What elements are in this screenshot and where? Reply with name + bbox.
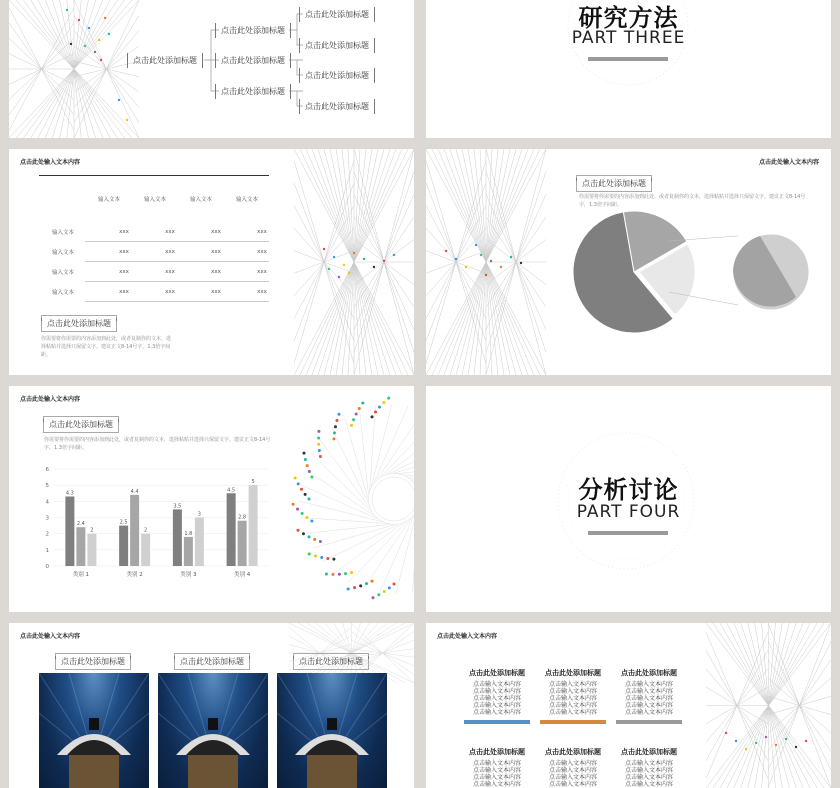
confetti-dot [383,260,385,262]
data-label: 2.4 [76,521,85,528]
data-label: 2.8 [238,514,247,521]
confetti-dot [785,738,787,740]
subtitle-label[interactable]: 点击此处添加标题 [41,315,117,332]
section-title-en: PART FOUR [576,502,681,522]
confetti-dot [310,519,313,522]
data-label: 2 [144,527,148,534]
block-line[interactable]: 点击输入文本内容 [624,702,673,709]
block-line[interactable]: 点击输入文本内容 [624,767,673,774]
confetti-dot [350,571,353,574]
confetti-dot [317,430,320,433]
confetti-dot [377,593,380,596]
telescope-photo[interactable] [277,673,387,788]
row-divider [85,241,269,242]
data-label: 4.5 [227,487,236,494]
confetti-dot [323,248,325,250]
table-cell[interactable]: xxx [211,229,221,235]
text-block[interactable] [616,747,682,788]
confetti-dot [343,264,345,266]
confetti-dot [371,415,374,418]
block-line[interactable]: 点击输入文本内容 [548,760,597,767]
confetti-dot [735,740,737,742]
title-underline-bar [588,531,668,535]
confetti-dot [319,455,322,458]
confetti-dot [331,573,334,576]
confetti-dot [313,538,316,541]
block-line[interactable]: 点击输入文本内容 [624,760,673,767]
subtitle-label[interactable]: 点击此处添加标题 [576,175,652,192]
slide-pie-charts[interactable] [426,149,831,375]
confetti-dot [308,535,311,538]
confetti-dot [347,587,350,590]
confetti-dot [378,406,381,409]
slide-header: 点击此处输入文本内容 [437,633,498,640]
confetti-dot [358,407,361,410]
confetti-dot [303,452,306,455]
tree-leaf-label[interactable]: 点击此处添加标题 [299,38,375,53]
confetti-dot [393,583,396,586]
section-title-cn: 分析讨论 [578,476,679,504]
table-cell[interactable]: xxx [165,249,175,255]
table-cell[interactable]: xxx [257,289,267,295]
confetti-dot [296,508,299,511]
photo-title[interactable]: 点击此处添加标题 [55,653,131,670]
slide-text-blocks[interactable] [426,623,831,788]
block-line[interactable]: 点击输入文本内容 [624,781,673,788]
table-column-header: 输入文本 [189,197,212,203]
block-line[interactable]: 点击输入文本内容 [548,781,597,788]
confetti-dot [455,258,457,260]
tree-mid-label[interactable]: 点击此处添加标题 [215,23,291,38]
dotted-ring-decoration [279,386,414,612]
block-line[interactable]: 点击输入文本内容 [472,695,521,702]
confetti-dot [308,498,311,501]
confetti-dot [775,744,777,746]
block-title[interactable]: 点击此处添加标题 [469,669,525,677]
bar [238,521,247,566]
confetti-dot [795,746,797,748]
confetti-dot [344,572,347,575]
photo-title[interactable]: 点击此处添加标题 [293,653,369,670]
accent-bar [616,720,682,724]
confetti-dot [304,493,307,496]
data-label: 3.5 [173,503,182,510]
text-block[interactable] [616,668,682,724]
table-cell[interactable]: xxx [119,249,129,255]
confetti-dot [510,256,512,258]
subtitle-label[interactable]: 点击此处添加标题 [43,416,119,433]
tree-root-label[interactable]: 点击此处添加标题 [127,53,203,68]
block-line[interactable]: 点击输入文本内容 [624,709,673,716]
y-tick-label: 3 [45,515,49,522]
slide-photo-gallery[interactable] [9,623,414,788]
string-art-decoration [706,623,831,788]
block-title[interactable]: 点击此处添加标题 [621,669,677,677]
block-line[interactable]: 点击输入文本内容 [472,760,521,767]
row-label: 输入文本 [51,270,74,276]
bar [130,495,139,566]
confetti-dot [292,503,295,506]
block-line[interactable]: 点击输入文本内容 [624,688,673,695]
confetti-dot [388,586,391,589]
confetti-dot [500,266,502,268]
table-cell[interactable]: xxx [119,269,129,275]
block-line[interactable]: 点击输入文本内容 [624,774,673,781]
y-tick-label: 6 [45,467,49,473]
x-tick-label: 类别 4 [234,572,251,578]
block-line[interactable]: 点击输入文本内容 [548,695,597,702]
confetti-dot [301,512,304,515]
telescope-illustration [158,673,268,788]
bar [173,509,182,566]
confetti-dot [319,540,322,543]
title-underline-bar [588,57,668,61]
block-line[interactable]: 点击输入文本内容 [624,695,673,702]
table-cell[interactable]: xxx [165,289,175,295]
confetti-dot [306,464,309,467]
confetti-dot [480,254,482,256]
confetti-dot [297,482,300,485]
body-text: 你需要将你需要的内容添加到此处，或者复制你的文本，选择粘贴并选择只保留文字。建议正文8-14号字，1.3倍字间距。 [41,336,172,358]
confetti-dot [382,401,385,404]
confetti-dot [328,268,330,270]
confetti-dot [332,437,335,440]
string-art-decoration [294,149,414,375]
table-cell[interactable]: xxx [119,289,129,295]
bar [249,485,258,566]
block-title[interactable]: 点击此处添加标题 [469,748,525,756]
telescope-illustration [39,673,149,788]
confetti-dot [361,401,364,404]
confetti-dot [490,260,492,262]
block-line[interactable]: 点击输入文本内容 [624,681,673,688]
confetti-dot [304,458,307,461]
confetti-dot [520,262,522,264]
x-tick-label: 类别 2 [126,572,143,578]
data-label: 5 [251,479,255,486]
table-cell[interactable]: xxx [257,229,267,235]
slide-section-four[interactable] [426,386,831,612]
data-label: 3 [197,511,201,518]
telescope-photo[interactable] [158,673,268,788]
bar [65,496,74,566]
string-art-decoration [426,149,546,375]
y-tick-label: 0 [45,564,49,570]
confetti-dot [355,413,358,416]
table-cell[interactable]: xxx [211,289,221,295]
row-divider [85,281,269,282]
slide-section-three[interactable] [426,0,831,138]
confetti-dot [334,425,337,428]
confetti-dot [475,244,477,246]
text-block[interactable] [464,668,530,724]
slide-bar-chart[interactable] [9,386,414,612]
data-label: 2.5 [119,519,128,526]
confetti-dot [305,516,308,519]
body-text: 你需要将你需要的内容添加到此处，或者复制你的文本，选择粘贴并选择只保留文字。建议正文8-14号字，1.3倍字间距。 [44,437,271,451]
confetti-dot [302,532,305,535]
table-cell[interactable]: xxx [257,269,267,275]
confetti-dot [350,424,353,427]
text-block[interactable] [540,668,606,724]
confetti-dot [317,436,320,439]
text-block[interactable] [540,747,606,788]
bar [227,493,236,566]
confetti-dot [326,557,329,560]
block-line[interactable]: 点击输入文本内容 [548,688,597,695]
confetti-dot [310,476,313,479]
confetti-dot [465,266,467,268]
row-label: 输入文本 [51,230,74,236]
block-line[interactable]: 点击输入文本内容 [472,767,521,774]
confetti-dot [318,449,321,452]
slide-header: 点击此处输入文本内容 [20,396,81,403]
tree-mid-label[interactable]: 点击此处添加标题 [215,53,291,68]
text-block[interactable] [464,747,530,788]
confetti-dot [308,470,311,473]
confetti-dot [333,256,335,258]
y-tick-label: 1 [45,547,49,554]
tree-leaf-label[interactable]: 点击此处添加标题 [299,68,375,83]
table-cell[interactable]: xxx [165,269,175,275]
pie-chart-group [566,209,816,334]
table-column-header: 输入文本 [235,197,258,203]
row-divider [85,261,269,262]
confetti-dot [320,556,323,559]
confetti-dot [308,553,311,556]
confetti-dot [374,410,377,413]
y-tick-label: 4 [45,499,49,506]
data-label: 1.8 [184,530,193,537]
block-line[interactable]: 点击输入文本内容 [548,774,597,781]
y-tick-label: 2 [45,531,49,538]
confetti-dot [373,266,375,268]
bar [119,526,128,566]
block-line[interactable]: 点击输入文本内容 [472,702,521,709]
block-line[interactable]: 点击输入文本内容 [472,709,521,716]
confetti-dot [725,732,727,734]
accent-bar [464,720,530,724]
confetti-dot [296,529,299,532]
row-label: 输入文本 [51,250,74,256]
block-line[interactable]: 点击输入文本内容 [472,781,521,788]
slide-header: 点击此处输入文本内容 [20,633,81,640]
confetti-dot [314,555,317,558]
accent-bar [540,720,606,724]
confetti-dot [333,431,336,434]
block-line[interactable]: 点击输入文本内容 [472,681,521,688]
body-text: 你需要将你需要的内容添加到此处，或者复制你的文本，选择粘贴并选择只保留文字。建议正文8-14号字，1.3倍字间距。 [579,194,806,208]
block-line[interactable]: 点击输入文本内容 [548,767,597,774]
table-cell[interactable]: xxx [211,269,221,275]
row-label: 输入文本 [51,290,74,296]
block-line[interactable]: 点击输入文本内容 [472,774,521,781]
slide-table[interactable] [9,149,414,375]
block-title[interactable]: 点击此处添加标题 [545,669,601,677]
confetti-dot [371,580,374,583]
block-line[interactable]: 点击输入文本内容 [548,702,597,709]
confetti-dot [317,443,320,446]
photo-title[interactable]: 点击此处添加标题 [174,653,250,670]
confetti-dot [485,274,487,276]
confetti-dot [338,573,341,576]
confetti-dot [445,250,447,252]
confetti-dot [363,258,365,260]
confetti-dot [352,418,355,421]
tree-leaf-label[interactable]: 点击此处添加标题 [299,7,375,22]
telescope-illustration [277,673,387,788]
table-column-header: 输入文本 [97,197,120,203]
table-cell[interactable]: xxx [165,229,175,235]
section-title-cn: 研究方法 [578,4,679,32]
confetti-dot [335,419,338,422]
table-cell[interactable]: xxx [257,249,267,255]
confetti-dot [393,254,395,256]
confetti-dot [765,736,767,738]
confetti-dot [359,584,362,587]
section-title-en: PART THREE [571,28,686,48]
confetti-dot [745,748,747,750]
confetti-dot [755,742,757,744]
data-label: 4.4 [130,488,139,495]
row-divider [85,301,269,302]
confetti-dot [337,413,340,416]
confetti-dot [325,573,328,576]
bar [195,518,204,567]
bar-chart [34,461,274,586]
x-tick-label: 类别 3 [180,572,197,578]
data-label: 4.3 [65,490,74,497]
y-tick-label: 5 [45,483,49,490]
confetti-dot [365,582,368,585]
block-line[interactable]: 点击输入文本内容 [548,681,597,688]
confetti-dot [353,252,355,254]
tree-leaf-label[interactable]: 点击此处添加标题 [299,99,375,114]
confetti-dot [348,272,350,274]
confetti-dot [353,586,356,589]
slide-header: 点击此处输入文本内容 [20,159,81,166]
bar [87,534,96,566]
block-line[interactable]: 点击输入文本内容 [548,709,597,716]
confetti-dot [805,740,807,742]
table-top-rule [39,175,269,176]
bar [184,537,193,566]
confetti-dot [372,596,375,599]
confetti-dot [387,397,390,400]
block-title[interactable]: 点击此处添加标题 [545,748,601,756]
confetti-dot [338,276,340,278]
x-tick-label: 类别 1 [72,572,89,578]
slide-header: 点击此处输入文本内容 [758,159,819,166]
confetti-dot [300,488,303,491]
block-title[interactable]: 点击此处添加标题 [621,748,677,756]
tree-mid-label[interactable]: 点击此处添加标题 [215,84,291,99]
table-cell[interactable]: xxx [211,249,221,255]
confetti-dot [332,558,335,561]
block-line[interactable]: 点击输入文本内容 [472,688,521,695]
data-label: 2 [90,527,94,534]
confetti-dot [383,590,386,593]
table-column-header: 输入文本 [143,197,166,203]
table-cell[interactable]: xxx [119,229,129,235]
confetti-dot [294,477,297,480]
slide-tree-diagram[interactable] [9,0,414,138]
telescope-photo[interactable] [39,673,149,788]
bar [76,527,85,566]
bar [141,534,150,566]
